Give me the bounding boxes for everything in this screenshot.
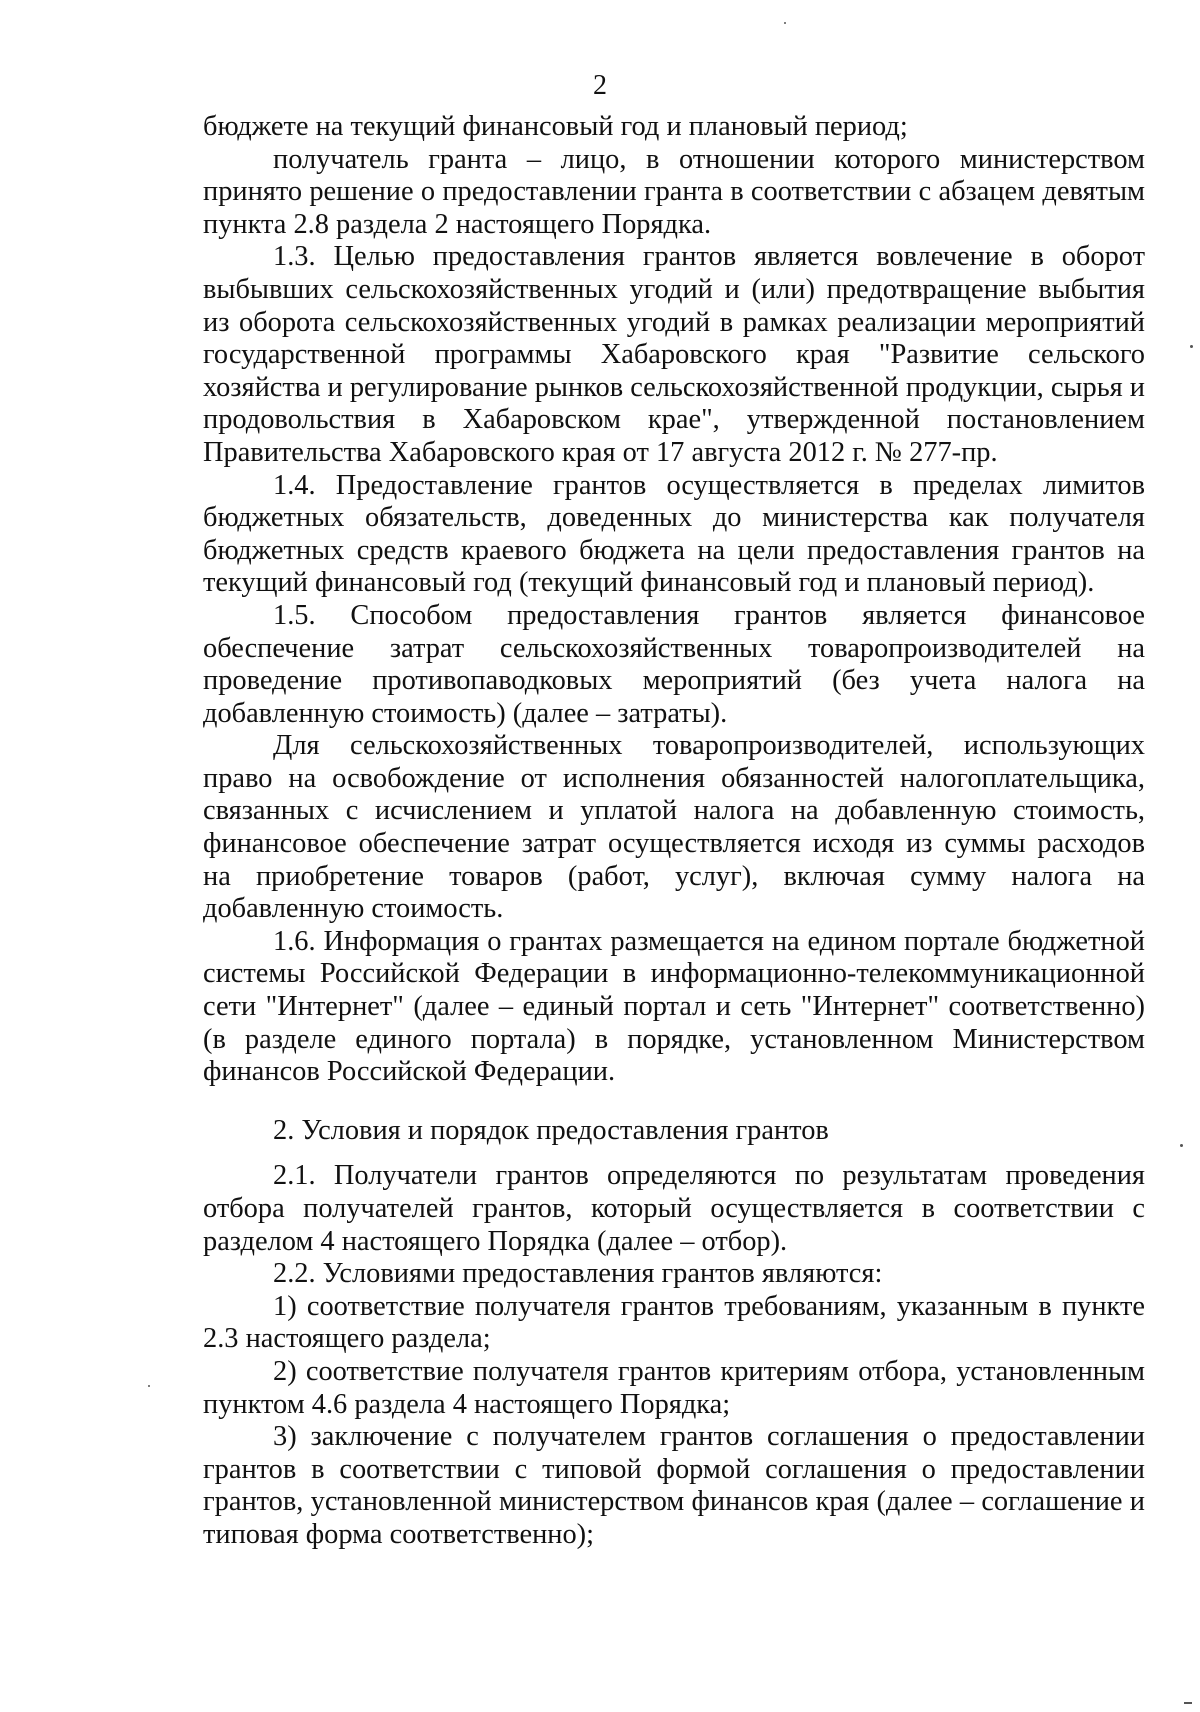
scan-speck	[148, 1385, 150, 1387]
body-paragraph: 1.4. Предоставление грантов осуществляется в пределах лимитов бюджетных обязательств, доведенных до министерства как получателя бюджетных средств краевого бюджета на цели предоставления грантов на текущий финансовый год (текущий финансовый год и плановый период).	[203, 469, 1145, 599]
body-paragraph: Для сельскохозяйственных товаропроизводителей, использующих право на освобождение от исполнения обязанностей налогоплательщика, связанных с исчислением и уплатой налога на добавленную стоимость, финансовое обеспечение затрат осуществляется исходя из суммы расходов на приобретение товаров (работ, услуг), включая сумму налога на добавленную стоимость.	[203, 730, 1145, 925]
body-paragraph: 2) соответствие получателя грантов критериям отбора, установленным пунктом 4.6 раздела 4 настоящего Порядка;	[203, 1355, 1145, 1420]
body-paragraph: 3) заключение с получателем грантов соглашения о предоставлении грантов в соответствии с типовой формой соглашения о предоставлении грантов, установленной министерством финансов края (далее – соглашение и типовая форма соответственно);	[203, 1421, 1145, 1550]
body-paragraph: 2.1. Получатели грантов определяются по результатам проведения отбора получателей грантов, который осуществляется в соответствии с разделом 4 настоящего Порядка (далее – отбор).	[203, 1160, 1145, 1257]
body-paragraph: бюджете на текущий финансовый год и плановый период;	[203, 111, 908, 142]
body-paragraph: 2.2. Условиями предоставления грантов являются:	[273, 1258, 883, 1290]
body-paragraph: получатель гранта – лицо, в отношении которого министерством принято решение о предоставлении гранта в соответствии с абзацем девятым пункта 2.8 раздела 2 настоящего Порядка.	[203, 143, 1145, 240]
body-paragraph: 1) соответствие получателя грантов требованиям, указанным в пункте 2.3 настоящего раздела;	[203, 1290, 1145, 1355]
body-paragraph: 1.3. Целью предоставления грантов является вовлечение в оборот выбывших сельскохозяйственных угодий и (или) предотвращение выбытия из оборота сельскохозяйственных угодий в рамках реализации мероприятий государственной программы Хабаровского края "Развитие сельского хозяйства и регулирование рынков сельскохозяйственной продукции, сырья и продовольствия в Хабаровском крае", утвержденной постановлением Правительства Хабаровского края от 17 августа 2012 г. № 277-пр.	[203, 241, 1145, 468]
scan-speck	[784, 22, 786, 24]
scan-speck	[1180, 1144, 1183, 1147]
body-paragraph: 1.5. Способом предоставления грантов является финансовое обеспечение затрат сельскохозяйственных товаропроизводителей на проведение противопаводковых мероприятий (без учета налога на добавленную стоимость) (далее – затраты).	[203, 599, 1145, 729]
section-heading: 2. Условия и порядок предоставления грантов	[273, 1114, 829, 1146]
paragraphs-after-heading	[203, 1160, 1145, 1551]
scan-speck	[1184, 1702, 1192, 1704]
document-body	[203, 111, 1145, 1552]
paragraphs-before-heading	[203, 111, 1145, 1089]
body-paragraph: 1.6. Информация о грантах размещается на едином портале бюджетной системы Российской Федерации в информационно-телекоммуникационной сети "Интернет" (далее – единый портал и сеть "Интернет" соответственно) (в разделе единого портала) в порядке, установленном Министерством финансов Российской Федерации.	[203, 925, 1145, 1088]
page-number: 2	[593, 70, 607, 101]
scan-speck	[1190, 345, 1193, 348]
